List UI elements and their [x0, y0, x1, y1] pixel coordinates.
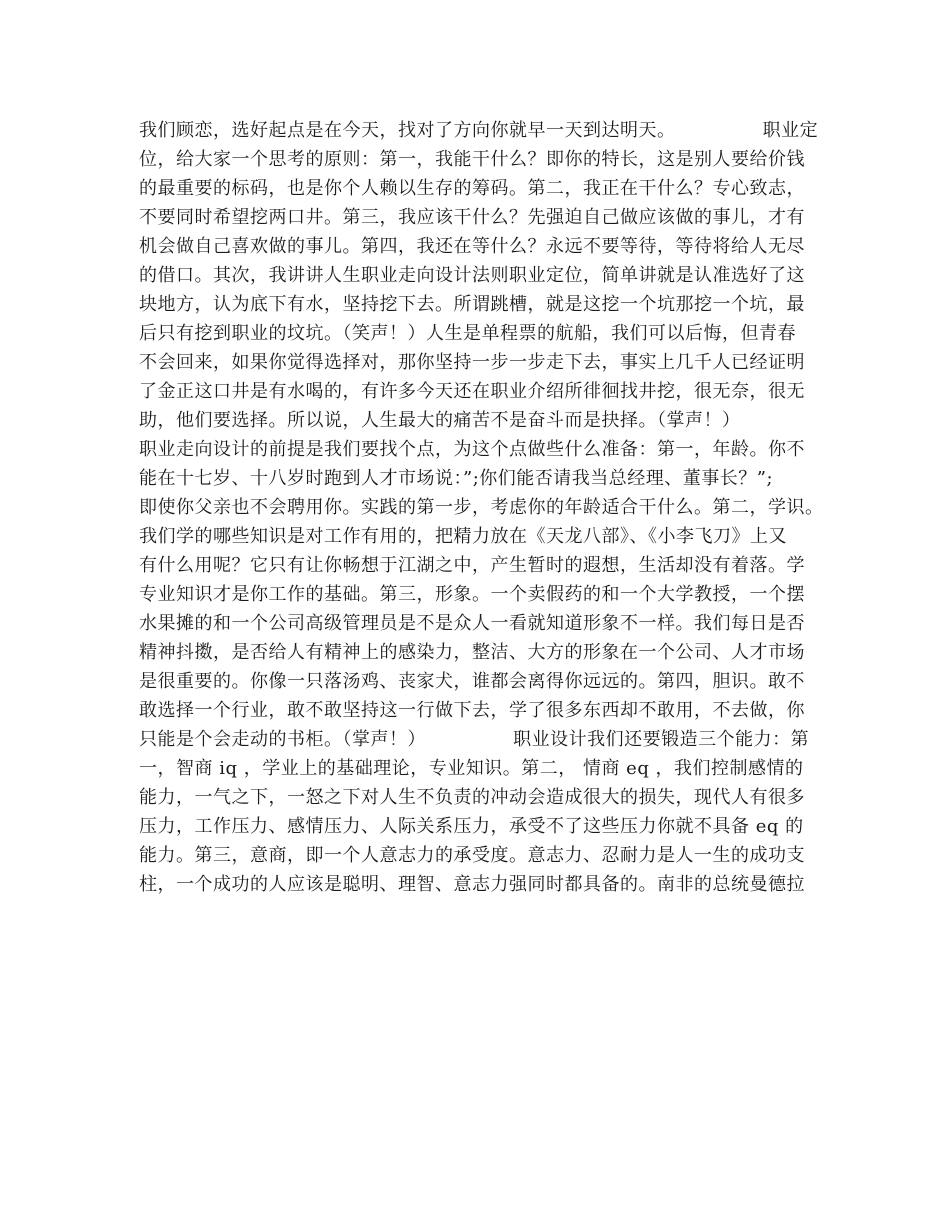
text-line: 我们顾恋，选好起点是在今天，找对了方向你就早一天到达明天。 职业定	[139, 120, 819, 141]
text-line: 只能是个会走动的书柜。（掌声！） 职业设计我们还要锻造三个能力：第	[139, 729, 810, 750]
text-line: 能在十七岁、十八岁时跑到人才市场说：”;你们能否请我当总经理、董事长？”;	[139, 468, 774, 489]
text-line: 水果摊的和一个公司高级管理员是不是众人一看就知道形象不一样。我们每日是否	[139, 613, 805, 634]
text-line: 不要同时希望挖两口井。第三，我应该干什么？先强迫自己做应该做的事儿，才有	[139, 207, 805, 228]
text-line: 精神抖擞，是否给人有精神上的感染力，整洁、大方的形象在一个公司、人才市场	[139, 642, 805, 663]
text-line: 后只有挖到职业的坟坑。（笑声！）人生是单程票的航船，我们可以后悔，但青春	[139, 323, 796, 344]
text-line: 位，给大家一个思考的原则：第一，我能干什么？即你的特长，这是别人要给价钱	[139, 149, 805, 170]
text-line: 柱，一个成功的人应该是聪明、理智、意志力强同时都具备的。南非的总统曼德拉	[139, 874, 805, 895]
text-line: 块地方，认为底下有水，坚持挖下去。所谓跳槽，就是这挖一个坑那挖一个坑，最	[139, 294, 805, 315]
text-line: 我们学的哪些知识是对工作有用的，把精力放在《天龙八部》、《小李飞刀》上又	[139, 526, 787, 547]
text-line: 不会回来，如果你觉得选择对，那你坚持一步一步走下去，事实上几千人已经证明	[139, 352, 805, 373]
text-line: 助，他们要选择。所以说，人生最大的痛苦不是奋斗而是抉择。（掌声！）	[139, 410, 741, 431]
text-line: 的最重要的标码，也是你个人赖以生存的筹码。第二，我正在干什么？专心致志，	[139, 178, 805, 199]
text-line: 了金正这口井是有水喝的，有许多今天还在职业介绍所徘徊找井挖，很无奈，很无	[139, 381, 805, 402]
text-line: 敢选择一个行业，敢不敢坚持这一行做下去，学了很多东西却不敢用，不去做，你	[139, 700, 805, 721]
text-line: 职业走向设计的前提是我们要找个点，为这个点做些什么准备：第一，年龄。你不	[139, 439, 805, 460]
text-line: 专业知识才是你工作的基础。第三，形象。一个卖假药的和一个大学教授，一个摆	[139, 584, 805, 605]
body-text	[139, 116, 824, 899]
text-line: 是很重要的。你像一只落汤鸡、丧家犬，谁都会离得你远远的。第四，胆识。敢不	[139, 671, 805, 692]
text-line: 能力，一气之下，一怒之下对人生不负责的冲动会造成很大的损失，现代人有很多	[139, 787, 805, 808]
text-line: 一，智商 iq ，学业上的基础理论，专业知识。第二， 情商 eq ，我们控制感情的	[139, 758, 804, 779]
text-line: 压力，工作压力、感情压力、人际关系压力，承受不了这些压力你就不具备 eq 的	[139, 816, 804, 837]
text-line: 的借口。其次，我讲讲人生职业走向设计法则职业定位，简单讲就是认准选好了这	[139, 265, 805, 286]
text-line: 机会做自己喜欢做的事儿。第四，我还在等什么？永远不要等待，等待将给人无尽	[139, 236, 805, 257]
text-line: 能力。第三，意商，即一个人意志力的承受度。意志力、忍耐力是人一生的成功支	[139, 845, 805, 866]
text-line: 有什么用呢？它只有让你畅想于江湖之中，产生暂时的遐想，生活却没有着落。学	[139, 555, 805, 576]
text-line: 即使你父亲也不会聘用你。实践的第一步，考虑你的年龄适合干什么。第二，学识。	[139, 497, 824, 518]
